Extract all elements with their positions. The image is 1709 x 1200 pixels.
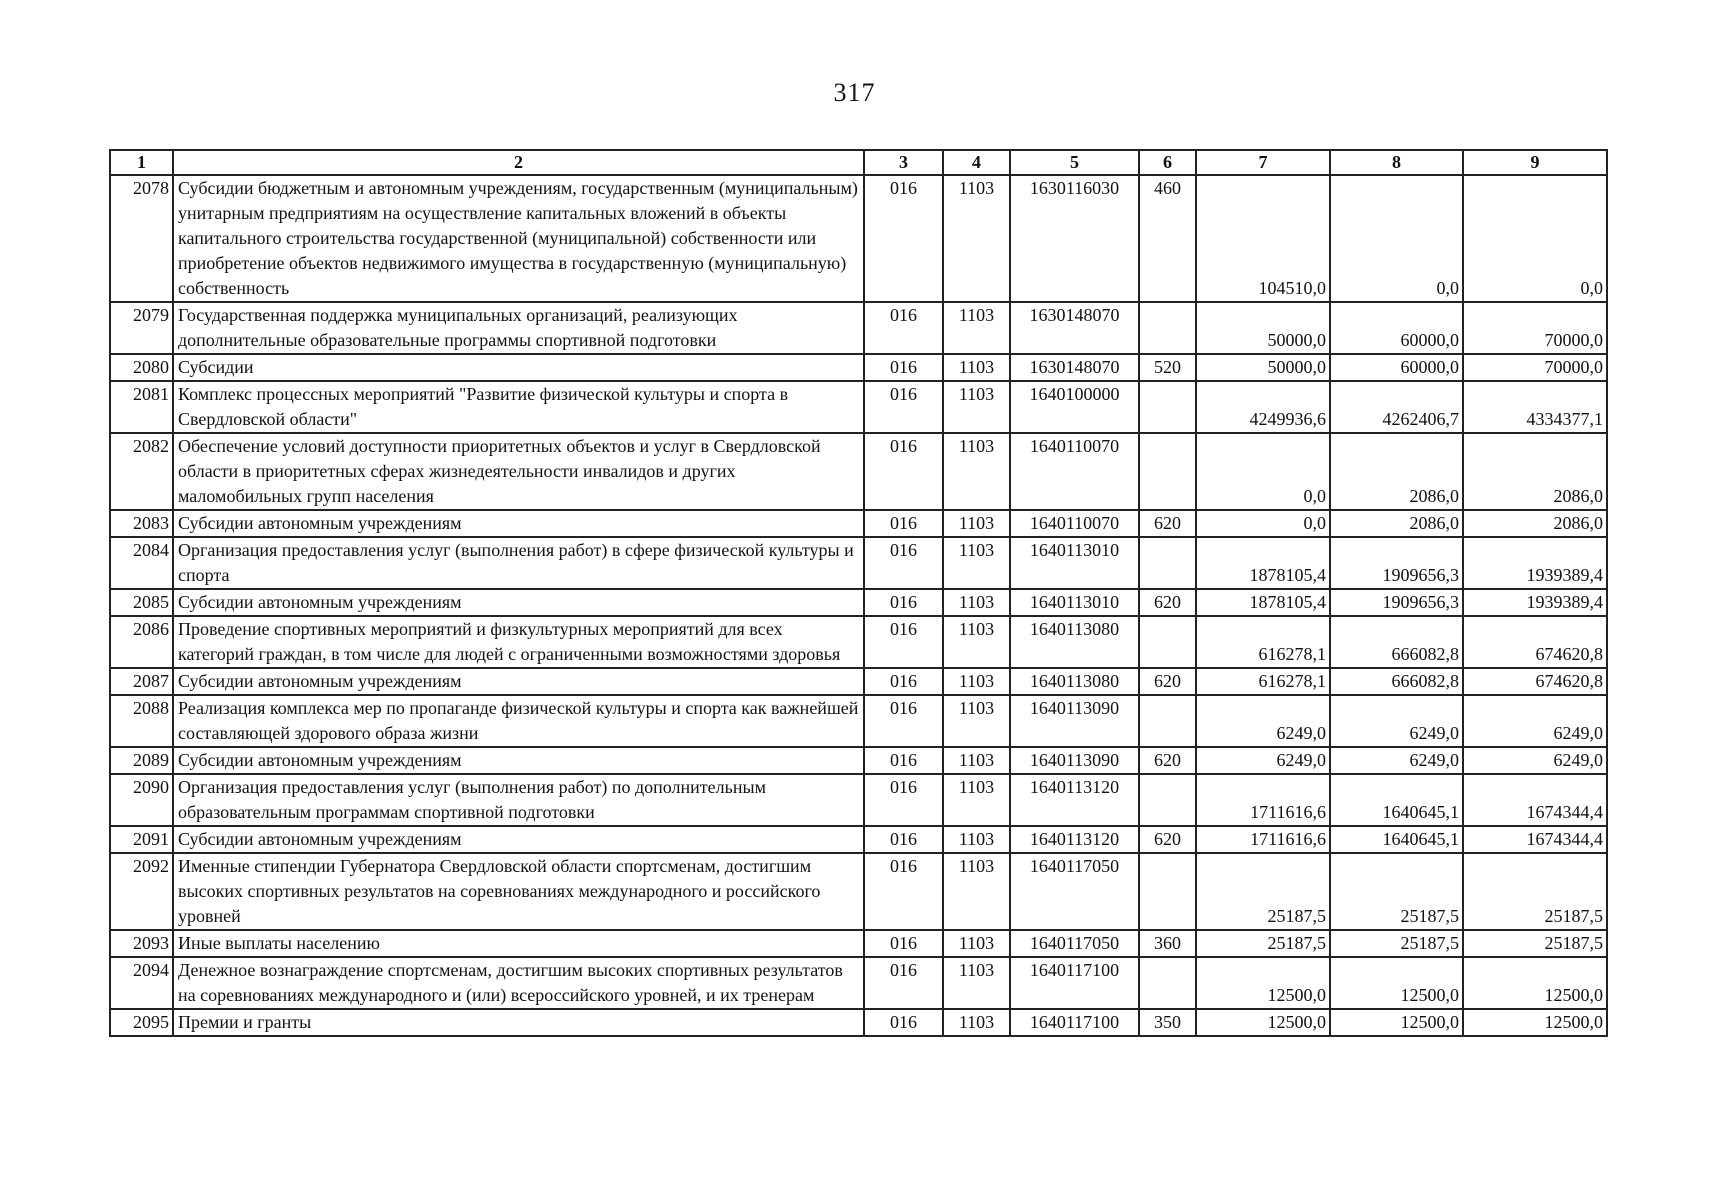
row-col-5: 1630148070 (1010, 354, 1139, 381)
row-col-4: 1103 (943, 668, 1010, 695)
budget-table (109, 149, 1608, 1037)
row-name: Субсидии автономным учреждениям (173, 826, 864, 853)
row-amount-8: 60000,0 (1330, 354, 1463, 381)
row-col-5: 1640113120 (1010, 774, 1139, 826)
row-col-4: 1103 (943, 747, 1010, 774)
table-row (110, 668, 1607, 695)
row-col-3: 016 (864, 175, 943, 302)
row-amount-8: 25187,5 (1330, 930, 1463, 957)
row-name: Обеспечение условий доступности приоритетных объектов и услуг в Свердловской области в приоритетных сферах жизнедеятельности инвалидов и других маломобильных групп населения (173, 433, 864, 510)
header-row (110, 150, 1607, 175)
row-col-3: 016 (864, 1009, 943, 1036)
row-amount-9: 12500,0 (1463, 957, 1607, 1009)
table-row (110, 930, 1607, 957)
row-amount-8: 6249,0 (1330, 747, 1463, 774)
row-amount-9: 6249,0 (1463, 747, 1607, 774)
row-amount-7: 25187,5 (1196, 853, 1330, 930)
row-col-5: 1640117050 (1010, 853, 1139, 930)
row-col-4: 1103 (943, 381, 1010, 433)
row-number: 2082 (110, 433, 173, 510)
row-name: Субсидии (173, 354, 864, 381)
row-amount-9: 1939389,4 (1463, 537, 1607, 589)
header-col-3: 3 (864, 150, 943, 175)
table-row (110, 433, 1607, 510)
row-col-4: 1103 (943, 537, 1010, 589)
row-col-4: 1103 (943, 302, 1010, 354)
row-amount-8: 666082,8 (1330, 668, 1463, 695)
row-col-5: 1640113010 (1010, 537, 1139, 589)
row-col-3: 016 (864, 354, 943, 381)
row-name: Субсидии бюджетным и автономным учреждениям, государственным (муниципальным) унитарным предприятиям на осуществление капитальных вложений в объекты капитального строительства государственной (муниципальной) собственности или приобретение объектов недвижимого имущества в государственную (муниципальную) собственность (173, 175, 864, 302)
row-number: 2080 (110, 354, 173, 381)
row-amount-7: 12500,0 (1196, 1009, 1330, 1036)
row-amount-8: 2086,0 (1330, 433, 1463, 510)
row-name: Проведение спортивных мероприятий и физкультурных мероприятий для всех категорий граждан, в том числе для людей с ограниченными возможностями здоровья (173, 616, 864, 668)
page-number: 317 (833, 78, 876, 107)
row-amount-9: 25187,5 (1463, 930, 1607, 957)
row-col-3: 016 (864, 381, 943, 433)
row-col-3: 016 (864, 537, 943, 589)
row-amount-7: 6249,0 (1196, 695, 1330, 747)
row-col-6: 620 (1139, 826, 1196, 853)
row-col-5: 1640113090 (1010, 695, 1139, 747)
row-amount-9: 70000,0 (1463, 354, 1607, 381)
row-col-5: 1630116030 (1010, 175, 1139, 302)
row-amount-7: 1711616,6 (1196, 826, 1330, 853)
row-col-5: 1640113010 (1010, 589, 1139, 616)
row-number: 2095 (110, 1009, 173, 1036)
header-col-8: 8 (1330, 150, 1463, 175)
header-col-1: 1 (110, 150, 173, 175)
table-row (110, 589, 1607, 616)
row-col-5: 1640117100 (1010, 1009, 1139, 1036)
row-col-5: 1640113080 (1010, 616, 1139, 668)
row-col-3: 016 (864, 510, 943, 537)
row-amount-8: 1640645,1 (1330, 826, 1463, 853)
row-amount-8: 6249,0 (1330, 695, 1463, 747)
row-col-3: 016 (864, 433, 943, 510)
row-amount-9: 674620,8 (1463, 616, 1607, 668)
row-number: 2081 (110, 381, 173, 433)
row-col-4: 1103 (943, 589, 1010, 616)
row-amount-9: 1939389,4 (1463, 589, 1607, 616)
row-amount-9: 6249,0 (1463, 695, 1607, 747)
row-col-6: 620 (1139, 589, 1196, 616)
row-amount-7: 50000,0 (1196, 354, 1330, 381)
row-col-6 (1139, 853, 1196, 930)
row-col-5: 1640117050 (1010, 930, 1139, 957)
row-amount-8: 25187,5 (1330, 853, 1463, 930)
table-row (110, 616, 1607, 668)
row-amount-9: 1674344,4 (1463, 826, 1607, 853)
row-amount-8: 1640645,1 (1330, 774, 1463, 826)
row-number: 2078 (110, 175, 173, 302)
table-row (110, 853, 1607, 930)
row-col-6: 460 (1139, 175, 1196, 302)
row-col-4: 1103 (943, 354, 1010, 381)
row-amount-9: 674620,8 (1463, 668, 1607, 695)
row-name: Субсидии автономным учреждениям (173, 589, 864, 616)
row-amount-7: 12500,0 (1196, 957, 1330, 1009)
row-col-3: 016 (864, 695, 943, 747)
row-col-5: 1640113090 (1010, 747, 1139, 774)
row-col-5: 1640113120 (1010, 826, 1139, 853)
row-number: 2094 (110, 957, 173, 1009)
row-col-3: 016 (864, 930, 943, 957)
row-amount-7: 25187,5 (1196, 930, 1330, 957)
row-amount-7: 4249936,6 (1196, 381, 1330, 433)
row-col-6: 350 (1139, 1009, 1196, 1036)
row-name: Реализация комплекса мер по пропаганде физической культуры и спорта как важнейшей составляющей здорового образа жизни (173, 695, 864, 747)
row-col-4: 1103 (943, 957, 1010, 1009)
row-number: 2091 (110, 826, 173, 853)
row-col-6 (1139, 957, 1196, 1009)
row-amount-9: 0,0 (1463, 175, 1607, 302)
row-number: 2083 (110, 510, 173, 537)
row-amount-7: 1711616,6 (1196, 774, 1330, 826)
row-number: 2092 (110, 853, 173, 930)
row-number: 2086 (110, 616, 173, 668)
row-col-6: 620 (1139, 668, 1196, 695)
row-col-5: 1640100000 (1010, 381, 1139, 433)
header-col-5: 5 (1010, 150, 1139, 175)
row-col-4: 1103 (943, 175, 1010, 302)
row-amount-7: 104510,0 (1196, 175, 1330, 302)
row-number: 2084 (110, 537, 173, 589)
row-amount-8: 2086,0 (1330, 510, 1463, 537)
row-name: Комплекс процессных мероприятий "Развитие физической культуры и спорта в Свердловской области" (173, 381, 864, 433)
header-col-2: 2 (173, 150, 864, 175)
table-row (110, 774, 1607, 826)
row-col-4: 1103 (943, 616, 1010, 668)
row-col-6 (1139, 695, 1196, 747)
row-amount-8: 12500,0 (1330, 1009, 1463, 1036)
table-row (110, 302, 1607, 354)
row-col-6: 620 (1139, 510, 1196, 537)
row-name: Именные стипендии Губернатора Свердловской области спортсменам, достигшим высоких спортивных результатов на соревнованиях международного и российского уровней (173, 853, 864, 930)
row-amount-7: 616278,1 (1196, 616, 1330, 668)
row-number: 2079 (110, 302, 173, 354)
row-col-6: 620 (1139, 747, 1196, 774)
row-name: Денежное вознаграждение спортсменам, достигшим высоких спортивных результатов на соревнованиях международного и (или) всероссийского уровней, и их тренерам (173, 957, 864, 1009)
row-col-3: 016 (864, 668, 943, 695)
table-row (110, 1009, 1607, 1036)
row-number: 2088 (110, 695, 173, 747)
row-name: Премии и гранты (173, 1009, 864, 1036)
row-col-3: 016 (864, 774, 943, 826)
row-name: Государственная поддержка муниципальных организаций, реализующих дополнительные образовательные программы спортивной подготовки (173, 302, 864, 354)
table-row (110, 695, 1607, 747)
row-col-6 (1139, 302, 1196, 354)
row-col-6 (1139, 433, 1196, 510)
row-col-3: 016 (864, 616, 943, 668)
row-amount-9: 25187,5 (1463, 853, 1607, 930)
row-name: Организация предоставления услуг (выполнения работ) в сфере физической культуры и спорта (173, 537, 864, 589)
row-amount-9: 12500,0 (1463, 1009, 1607, 1036)
row-amount-8: 0,0 (1330, 175, 1463, 302)
table-body (110, 175, 1607, 1036)
header-col-9: 9 (1463, 150, 1607, 175)
row-amount-9: 2086,0 (1463, 433, 1607, 510)
row-amount-7: 0,0 (1196, 510, 1330, 537)
row-amount-9: 2086,0 (1463, 510, 1607, 537)
table-row (110, 354, 1607, 381)
table-row (110, 747, 1607, 774)
row-name: Субсидии автономным учреждениям (173, 747, 864, 774)
row-name: Иные выплаты населению (173, 930, 864, 957)
row-col-6 (1139, 381, 1196, 433)
row-col-6 (1139, 616, 1196, 668)
row-number: 2089 (110, 747, 173, 774)
row-col-4: 1103 (943, 433, 1010, 510)
row-amount-7: 0,0 (1196, 433, 1330, 510)
row-col-4: 1103 (943, 510, 1010, 537)
row-col-5: 1640117100 (1010, 957, 1139, 1009)
row-col-4: 1103 (943, 853, 1010, 930)
row-name: Субсидии автономным учреждениям (173, 668, 864, 695)
row-amount-8: 12500,0 (1330, 957, 1463, 1009)
row-number: 2085 (110, 589, 173, 616)
row-number: 2087 (110, 668, 173, 695)
row-number: 2090 (110, 774, 173, 826)
row-name: Субсидии автономным учреждениям (173, 510, 864, 537)
row-amount-8: 1909656,3 (1330, 537, 1463, 589)
row-col-5: 1640110070 (1010, 510, 1139, 537)
row-col-3: 016 (864, 302, 943, 354)
row-col-6: 520 (1139, 354, 1196, 381)
row-amount-7: 6249,0 (1196, 747, 1330, 774)
row-col-6 (1139, 774, 1196, 826)
row-col-5: 1630148070 (1010, 302, 1139, 354)
row-col-6 (1139, 537, 1196, 589)
row-col-3: 016 (864, 853, 943, 930)
table-row (110, 510, 1607, 537)
row-name: Организация предоставления услуг (выполнения работ) по дополнительным образовательным программам спортивной подготовки (173, 774, 864, 826)
row-amount-8: 4262406,7 (1330, 381, 1463, 433)
row-amount-9: 4334377,1 (1463, 381, 1607, 433)
row-amount-7: 1878105,4 (1196, 537, 1330, 589)
header-col-7: 7 (1196, 150, 1330, 175)
table-header (110, 150, 1607, 175)
table-row (110, 826, 1607, 853)
row-amount-8: 1909656,3 (1330, 589, 1463, 616)
row-amount-7: 1878105,4 (1196, 589, 1330, 616)
row-col-3: 016 (864, 957, 943, 1009)
table-row (110, 175, 1607, 302)
row-col-3: 016 (864, 747, 943, 774)
table-row (110, 381, 1607, 433)
row-amount-8: 60000,0 (1330, 302, 1463, 354)
row-amount-7: 50000,0 (1196, 302, 1330, 354)
row-amount-8: 666082,8 (1330, 616, 1463, 668)
header-col-6: 6 (1139, 150, 1196, 175)
table-row (110, 537, 1607, 589)
row-col-4: 1103 (943, 1009, 1010, 1036)
row-col-5: 1640110070 (1010, 433, 1139, 510)
row-col-4: 1103 (943, 774, 1010, 826)
row-col-4: 1103 (943, 826, 1010, 853)
row-amount-7: 616278,1 (1196, 668, 1330, 695)
row-col-4: 1103 (943, 930, 1010, 957)
row-amount-9: 1674344,4 (1463, 774, 1607, 826)
row-number: 2093 (110, 930, 173, 957)
header-col-4: 4 (943, 150, 1010, 175)
row-col-5: 1640113080 (1010, 668, 1139, 695)
row-col-4: 1103 (943, 695, 1010, 747)
row-col-3: 016 (864, 589, 943, 616)
row-col-6: 360 (1139, 930, 1196, 957)
row-col-3: 016 (864, 826, 943, 853)
table-row (110, 957, 1607, 1009)
row-amount-9: 70000,0 (1463, 302, 1607, 354)
